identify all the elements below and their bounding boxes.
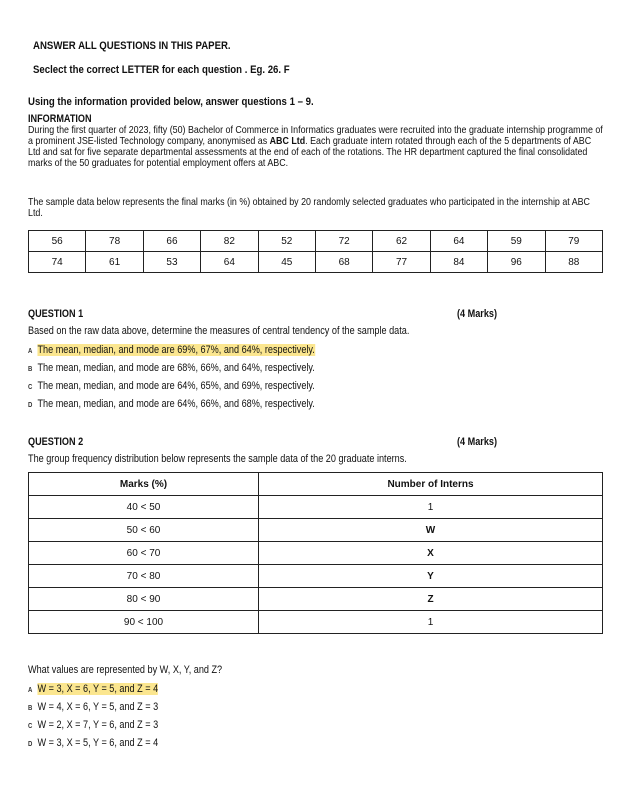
question-1-prompt: Based on the raw data above, determine the measures of central tendency of the sample data. [28, 325, 410, 337]
count-cell: Z [259, 588, 603, 611]
marks-range-cell: 60 < 70 [29, 542, 259, 565]
data-cell: 84 [430, 252, 487, 273]
questions-range-instruction: Using the information provided below, answer questions 1 – 9. [28, 96, 314, 108]
data-cell: 62 [373, 231, 430, 252]
data-cell: 64 [430, 231, 487, 252]
data-cell: 66 [143, 231, 200, 252]
table-row [29, 588, 603, 611]
q1-option-c[interactable] [28, 380, 315, 392]
data-cell: 72 [315, 231, 372, 252]
q1-option-d[interactable] [28, 398, 315, 410]
instruction-select-letter: Seclect the correct LETTER for each question . Eg. 26. F [33, 64, 290, 76]
data-cell: 88 [545, 252, 602, 273]
q1-option-a[interactable] [28, 344, 315, 356]
table-row [29, 231, 603, 252]
option-text: The mean, median, and mode are 64%, 65%, and 69%, respectively. [37, 380, 315, 392]
data-cell: 79 [545, 231, 602, 252]
data-cell: 78 [86, 231, 143, 252]
sample-description: The sample data below represents the final marks (in %) obtained by 20 randomly selected graduates who participated in the internship at ABC Ltd. [28, 197, 590, 219]
marks-range-cell: 80 < 90 [29, 588, 259, 611]
question-2-marks: (4 Marks) [457, 436, 498, 448]
option-letter: D [28, 402, 33, 409]
data-cell: 82 [201, 231, 258, 252]
option-text: W = 4, X = 6, Y = 5, and Z = 3 [37, 701, 159, 713]
q2-option-d[interactable] [28, 737, 158, 749]
marks-range-cell: 90 < 100 [29, 611, 259, 634]
table-row [29, 565, 603, 588]
question-2-title: QUESTION 2 [28, 436, 84, 448]
marks-range-cell: 50 < 60 [29, 519, 259, 542]
marks-column-header: Marks (%) [29, 473, 259, 496]
option-letter: C [28, 384, 33, 391]
option-text: The mean, median, and mode are 68%, 66%, and 64%, respectively. [37, 362, 315, 374]
option-text: W = 2, X = 7, Y = 6, and Z = 3 [37, 719, 159, 731]
frequency-table [28, 472, 603, 634]
information-text: During the first quarter of 2023, fifty (50) Bachelor of Commerce in Informatics graduates were recruited into the graduate internship programme of a prominent JSE-listed Technology company, anonymised as [28, 125, 603, 147]
question-1-marks: (4 Marks) [457, 308, 498, 320]
question-2-prompt: The group frequency distribution below represents the sample data of the 20 graduate interns. [28, 453, 407, 465]
option-text: W = 3, X = 6, Y = 5, and Z = 4 [37, 683, 159, 695]
q2-option-c[interactable] [28, 719, 158, 731]
interns-column-header: Number of Interns [259, 473, 603, 496]
table-row [29, 252, 603, 273]
table-row [29, 496, 603, 519]
information-paragraph [28, 126, 605, 170]
data-cell: 52 [258, 231, 315, 252]
data-cell: 68 [315, 252, 372, 273]
q1-option-b[interactable] [28, 362, 315, 374]
data-cell: 53 [143, 252, 200, 273]
data-cell: 59 [488, 231, 545, 252]
data-cell: 61 [86, 252, 143, 273]
question-2-follow-up: What values are represented by W, X, Y, and Z? [28, 664, 223, 676]
sample-data-table [28, 230, 603, 273]
count-cell: 1 [259, 611, 603, 634]
marks-range-cell: 70 < 80 [29, 565, 259, 588]
option-text: The mean, median, and mode are 64%, 66%, and 68%, respectively. [37, 398, 315, 410]
option-text: The mean, median, and mode are 69%, 67%, and 64%, respectively. [37, 344, 315, 356]
data-cell: 56 [29, 231, 86, 252]
option-letter: B [28, 366, 33, 373]
option-letter: A [28, 687, 33, 694]
table-row [29, 542, 603, 565]
marks-range-cell: 40 < 50 [29, 496, 259, 519]
information-heading: INFORMATION [28, 113, 92, 125]
option-letter: A [28, 348, 33, 355]
data-cell: 45 [258, 252, 315, 273]
option-letter: B [28, 705, 33, 712]
instruction-all-questions: ANSWER ALL QUESTIONS IN THIS PAPER. [33, 40, 231, 52]
table-row [29, 519, 603, 542]
table-row [29, 611, 603, 634]
question-1-title: QUESTION 1 [28, 308, 84, 320]
table-header-row [29, 473, 603, 496]
option-letter: C [28, 723, 33, 730]
option-text: W = 3, X = 5, Y = 6, and Z = 4 [37, 737, 159, 749]
count-cell: Y [259, 565, 603, 588]
information-text-end: . Each graduate intern rotated through each of the 5 departments of ABC Ltd and sat for five separate departmental assessments at the end of each of the rotations. The HR department captured the final consolidated marks of the 50 graduates for potential employment offers at ABC. [28, 135, 592, 169]
data-cell: 64 [201, 252, 258, 273]
company-name: ABC Ltd [269, 135, 306, 147]
count-cell: 1 [259, 496, 603, 519]
data-cell: 96 [488, 252, 545, 273]
option-letter: D [28, 741, 33, 748]
q2-option-b[interactable] [28, 701, 158, 713]
count-cell: W [259, 519, 603, 542]
q2-option-a[interactable] [28, 683, 158, 695]
data-cell: 74 [29, 252, 86, 273]
data-cell: 77 [373, 252, 430, 273]
count-cell: X [259, 542, 603, 565]
